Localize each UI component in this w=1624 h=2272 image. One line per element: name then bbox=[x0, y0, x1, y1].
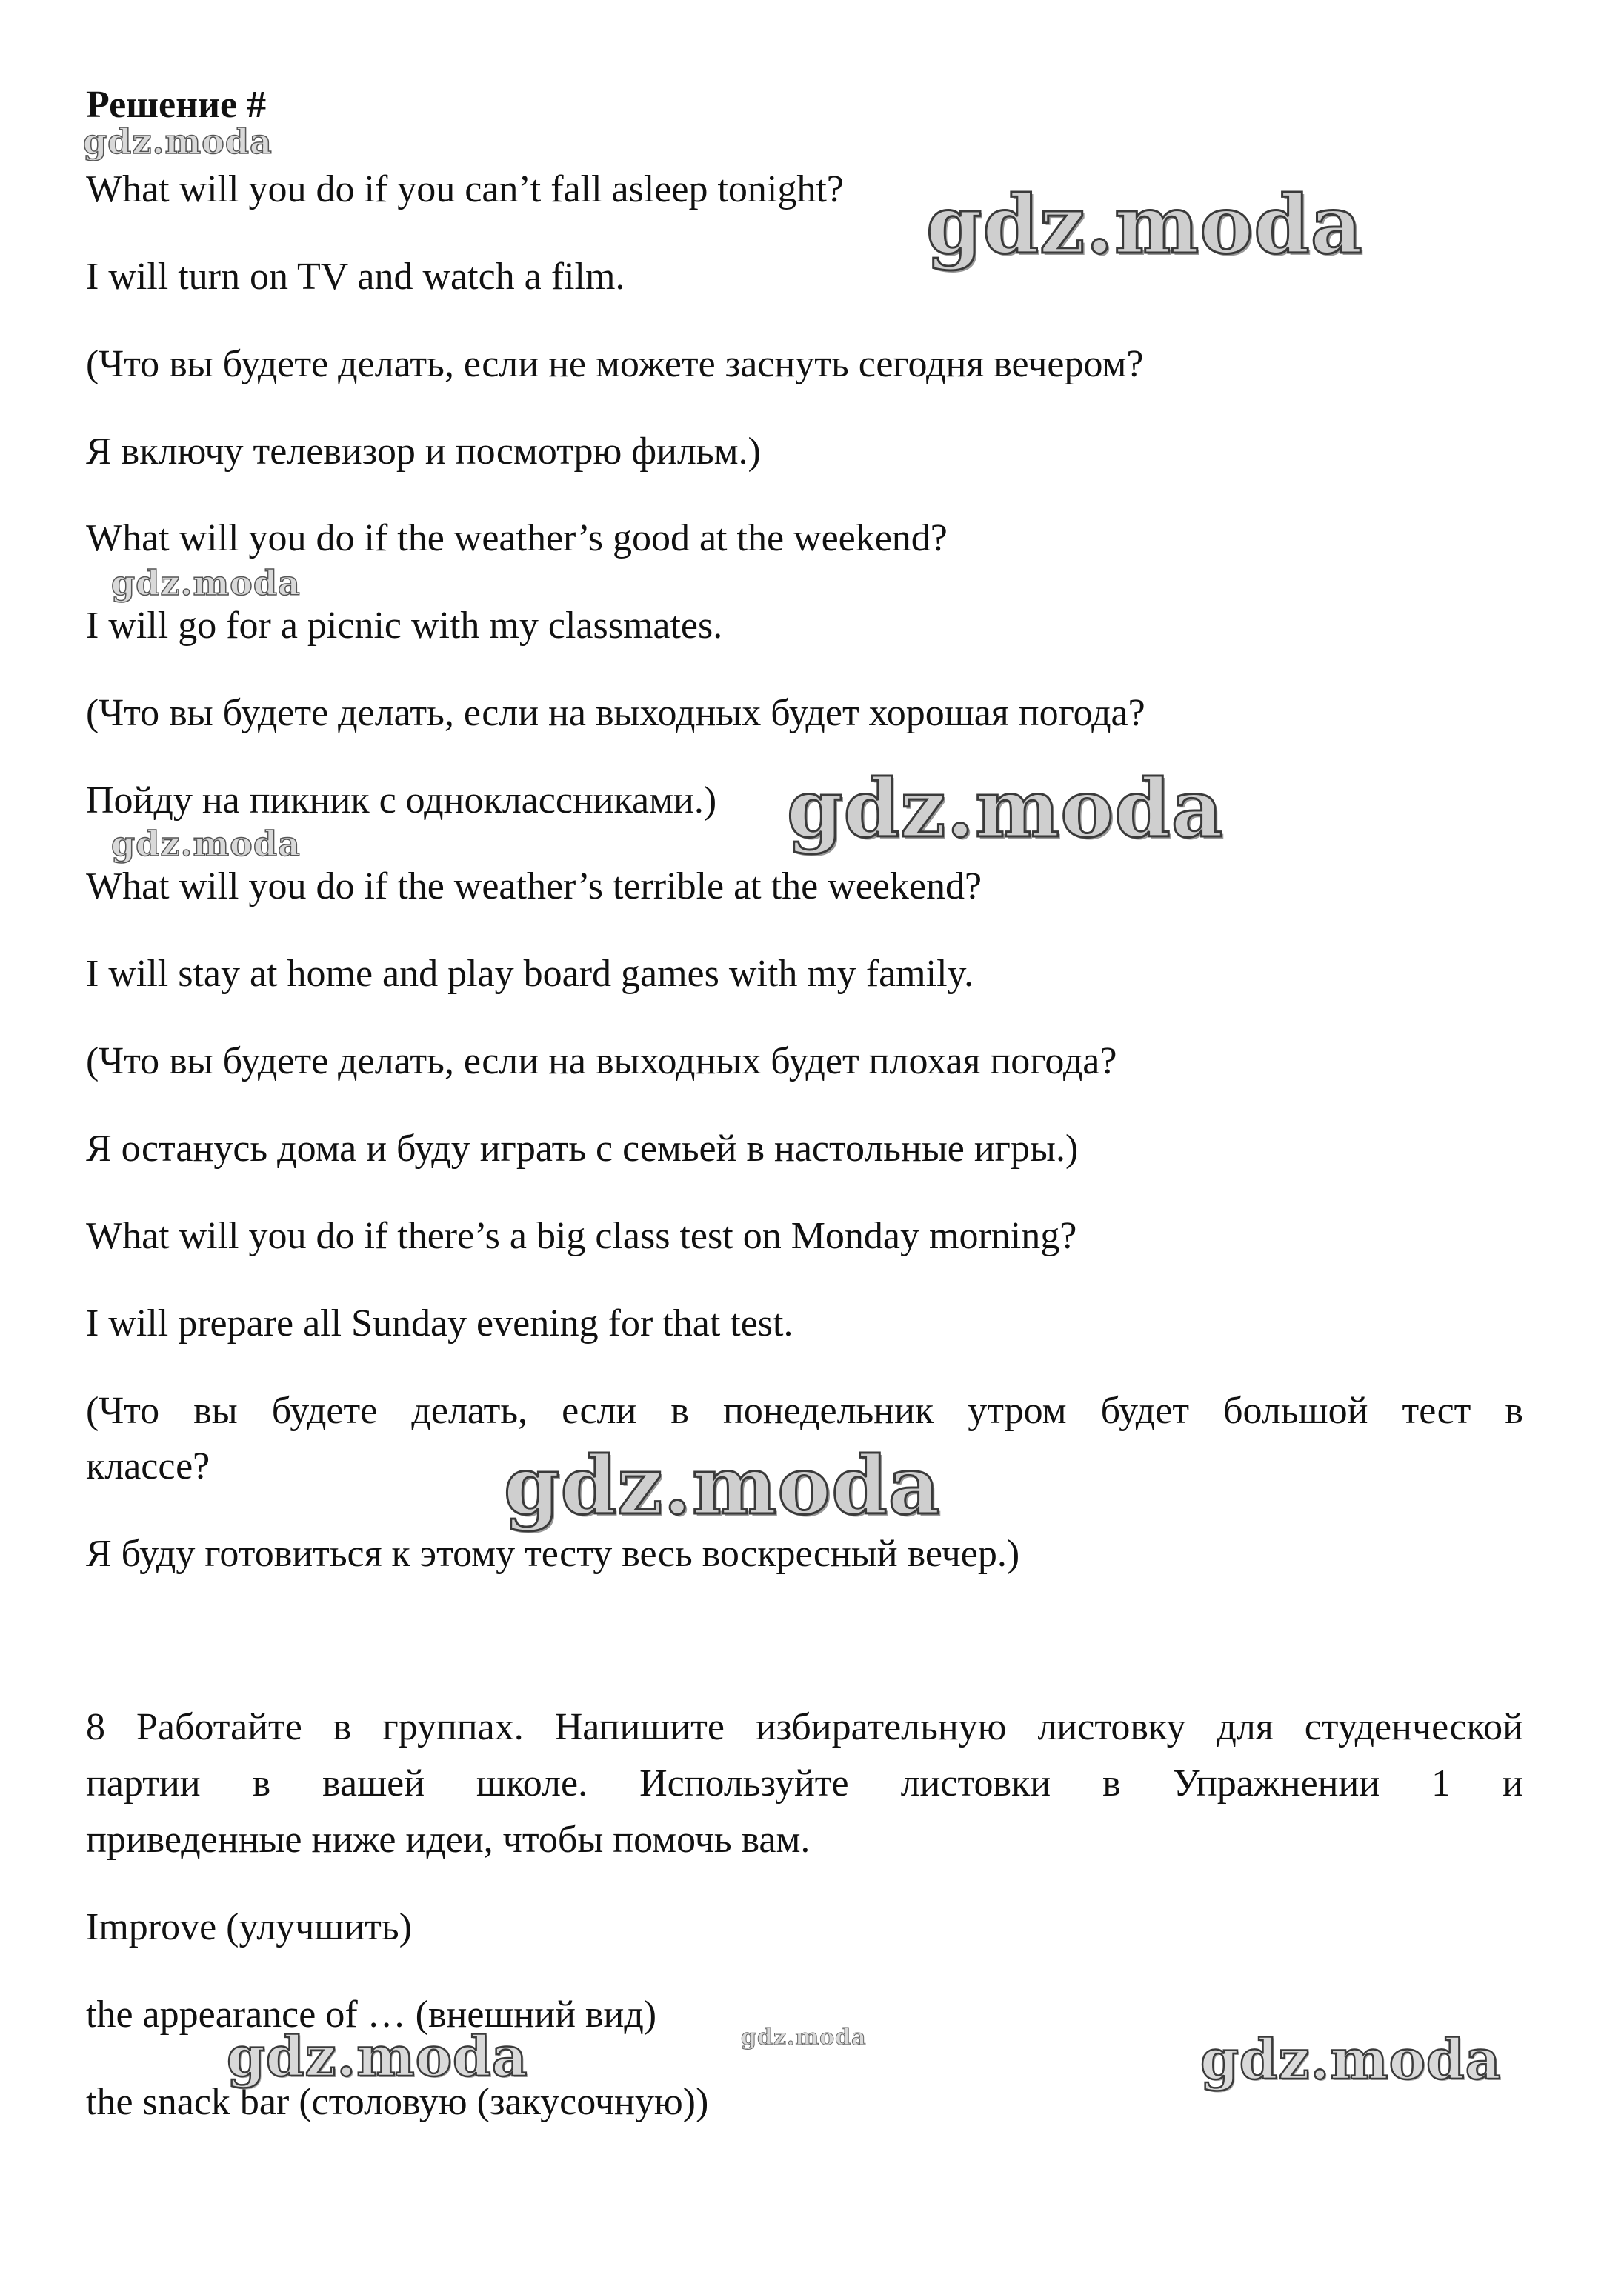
answer-1-ru: Я включу телевизор и посмотрю фильм.) bbox=[86, 430, 761, 473]
task-8-line-3: приведенные ниже идеи, чтобы помочь вам. bbox=[86, 1819, 811, 1861]
question-3-ru: (Что вы будете делать, если на выходных будет плохая погода? bbox=[86, 1040, 1117, 1082]
watermark-logo: gdz.moda bbox=[111, 824, 301, 864]
idea-snack-bar: the snack bar (столовую (закусочную)) bbox=[86, 2081, 709, 2123]
answer-3-en: I will stay at home and play board games with my family. bbox=[86, 953, 974, 995]
task-8-line-1: 8 Работайте в группах. Напишите избирательную листовку для студенческой bbox=[86, 1706, 1523, 1748]
watermark-logo: gdz.moda bbox=[741, 2025, 867, 2051]
watermark-logo: gdz.moda bbox=[83, 121, 273, 161]
watermark-logo: gdz.moda bbox=[787, 762, 1224, 856]
answer-4-ru: Я буду готовиться к этому тесту весь воскресный вечер.) bbox=[86, 1533, 1020, 1575]
idea-appearance: the appearance of … (внешний вид) bbox=[86, 1993, 657, 2036]
watermark-logo: gdz.moda bbox=[504, 1439, 941, 1533]
watermark-logo: gdz.moda bbox=[1200, 2028, 1502, 2092]
question-4-en: What will you do if there’s a big class test on Monday morning? bbox=[86, 1215, 1077, 1257]
idea-improve: Improve (улучшить) bbox=[86, 1906, 412, 1948]
watermark-logo: gdz.moda bbox=[111, 563, 301, 603]
answer-1-en: I will turn on TV and watch a film. bbox=[86, 256, 625, 298]
answer-2-en: I will go for a picnic with my classmates. bbox=[86, 604, 723, 647]
answer-3-ru: Я останусь дома и буду играть с семьей в настольные игры.) bbox=[86, 1127, 1079, 1170]
question-4-ru-line-1: (Что вы будете делать, если в понедельник утром будет большой тест в bbox=[86, 1390, 1523, 1432]
question-1-en: What will you do if you can’t fall asleep tonight? bbox=[86, 168, 844, 210]
task-8-line-2: партии в вашей школе. Используйте листовки в Упражнении 1 и bbox=[86, 1762, 1523, 1805]
answer-2-ru: Пойду на пикник с одноклассниками.) bbox=[86, 779, 717, 822]
question-1-ru: (Что вы будете делать, если не можете заснуть сегодня вечером? bbox=[86, 343, 1144, 385]
question-3-en: What will you do if the weather’s terrible at the weekend? bbox=[86, 865, 982, 907]
answer-4-en: I will prepare all Sunday evening for that test. bbox=[86, 1302, 793, 1345]
question-2-en: What will you do if the weather’s good at the weekend? bbox=[86, 517, 948, 559]
question-4-ru-line-2: классе? bbox=[86, 1445, 210, 1488]
watermark-logo: gdz.moda bbox=[926, 179, 1363, 272]
watermark-logo: gdz.moda bbox=[227, 2025, 528, 2089]
solution-heading: Решение # bbox=[86, 84, 267, 126]
question-2-ru: (Что вы будете делать, если на выходных будет хорошая погода? bbox=[86, 692, 1145, 734]
